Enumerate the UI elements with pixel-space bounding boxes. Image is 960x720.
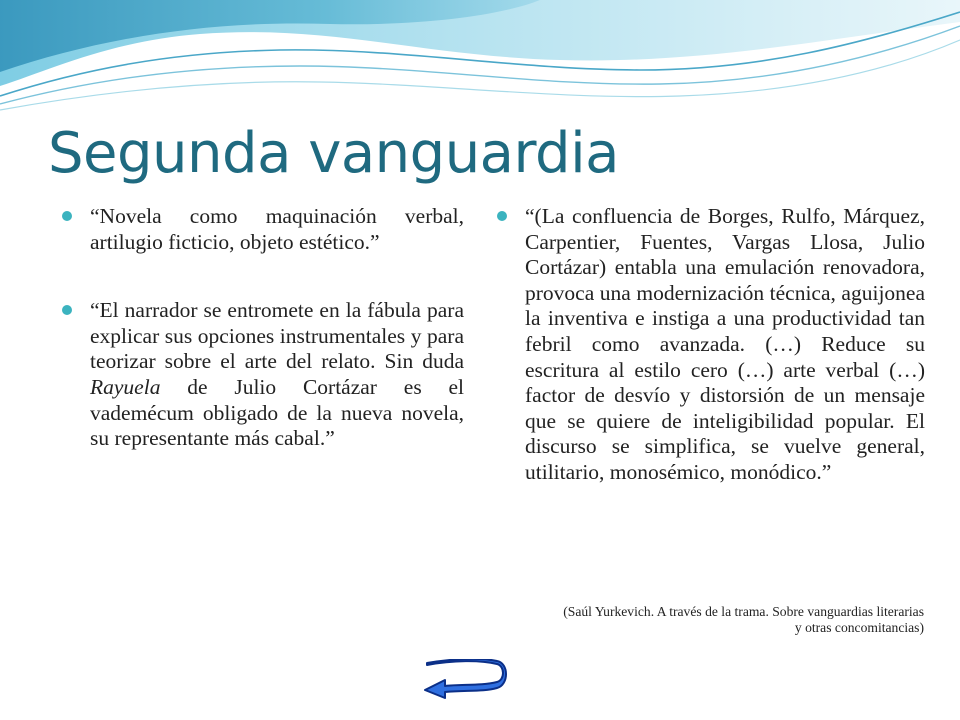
return-arrow-icon[interactable] bbox=[423, 659, 507, 699]
left-bullet-novela-text: “Novela como maquinación verbal, artilugio ficticio, objeto estético.” bbox=[90, 204, 464, 254]
bullet-dot-icon bbox=[62, 305, 72, 315]
source-citation bbox=[500, 604, 924, 636]
left-column bbox=[62, 204, 464, 452]
left-bullet-narrador-text-end: de Julio Cortázar es el vademécum obligado de la nueva novela, su representante más cabal.” bbox=[90, 374, 464, 451]
citation-line-1: (Saúl Yurkevich. A través de la trama. Sobre vanguardias literarias bbox=[563, 604, 924, 619]
right-column bbox=[497, 204, 925, 486]
right-bullet-confluencia bbox=[497, 204, 925, 486]
bullet-dot-icon bbox=[497, 211, 507, 221]
left-bullet-narrador bbox=[62, 298, 464, 452]
citation-line-2: y otras concomitancias) bbox=[794, 620, 924, 635]
left-bullet-novela bbox=[62, 204, 464, 255]
right-bullet-confluencia-text: “(La confluencia de Borges, Rulfo, Márquez, Carpentier, Fuentes, Vargas Llosa, Julio Cortázar) entabla una emulación renovadora, provoca una modernización técnica, aguijonea la inventiva e instiga a una productividad tan febril como avanzada. (…) Reduce su escritura al estilo cero (…) arte verbal (…) factor de desvío y distorsión de un mensaje que se quiere de inteligibilidad popular. El discurso se simplifica, se vuelve general, utilitario, monosémico, monódico.” bbox=[525, 204, 925, 484]
slide-title: Segunda vanguardia bbox=[48, 121, 619, 186]
bullet-dot-icon bbox=[62, 211, 72, 221]
header-wave-decoration bbox=[0, 0, 960, 120]
book-title-rayuela: Rayuela bbox=[90, 374, 161, 399]
left-bullet-narrador-text-start: “El narrador se entromete en la fábula para explicar sus opciones instrumentales y para teorizar sobre el arte del relato. Sin duda bbox=[90, 298, 464, 374]
